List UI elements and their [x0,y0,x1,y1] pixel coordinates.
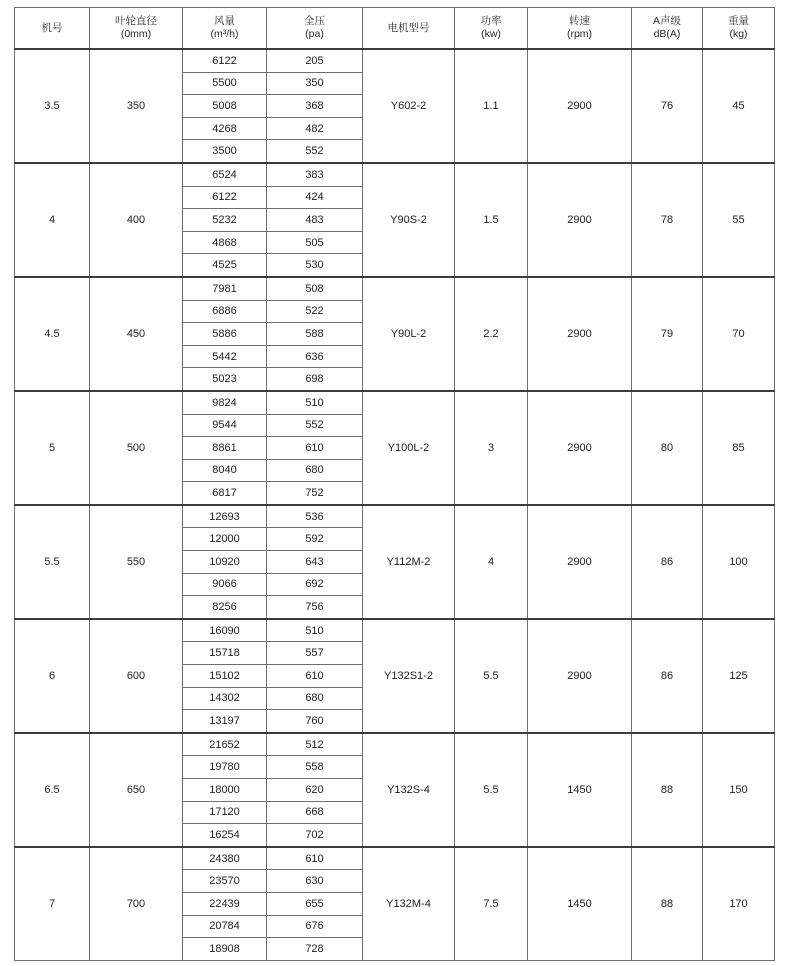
cell-speed: 2900 [528,163,632,277]
cell-total-pressure: 756 [267,596,363,619]
cell-model-no: 5.5 [15,505,90,619]
cell-weight: 55 [703,163,775,277]
cell-air-volume: 5232 [183,209,267,232]
cell-sound-level: 78 [632,163,703,277]
cell-model-no: 6 [15,619,90,733]
cell-total-pressure: 530 [267,254,363,277]
cell-total-pressure: 557 [267,642,363,665]
cell-weight: 170 [703,847,775,960]
cell-total-pressure: 510 [267,391,363,414]
cell-model-no: 5 [15,391,90,505]
cell-air-volume: 6122 [183,49,267,72]
spec-group [15,733,775,847]
cell-impeller-diameter: 500 [90,391,183,505]
cell-power: 1.5 [455,163,528,277]
header-motor-model: 电机型号 [363,8,455,50]
cell-air-volume: 5008 [183,95,267,118]
cell-speed: 1450 [528,733,632,847]
cell-total-pressure: 536 [267,505,363,528]
cell-power: 1.1 [455,49,528,163]
cell-total-pressure: 383 [267,163,363,186]
header-power: 功率 (kw) [455,8,528,50]
cell-air-volume: 6122 [183,186,267,209]
cell-impeller-diameter: 400 [90,163,183,277]
cell-power: 5.5 [455,733,528,847]
cell-speed: 2900 [528,49,632,163]
cell-total-pressure: 680 [267,687,363,710]
spec-group [15,163,775,277]
cell-impeller-diameter: 700 [90,847,183,960]
fan-spec-table [14,7,775,961]
cell-air-volume: 14302 [183,687,267,710]
cell-speed: 2900 [528,391,632,505]
cell-total-pressure: 483 [267,209,363,232]
cell-total-pressure: 668 [267,801,363,824]
cell-air-volume: 7981 [183,277,267,300]
table-row [15,505,775,528]
cell-impeller-diameter: 450 [90,277,183,391]
cell-model-no: 4.5 [15,277,90,391]
spec-group [15,391,775,505]
cell-model-no: 7 [15,847,90,960]
cell-air-volume: 12000 [183,528,267,551]
cell-total-pressure: 698 [267,368,363,391]
cell-sound-level: 88 [632,847,703,960]
cell-total-pressure: 368 [267,95,363,118]
cell-motor-model: Y112M-2 [363,505,455,619]
cell-speed: 1450 [528,847,632,960]
header-weight: 重量 (kg) [703,8,775,50]
cell-air-volume: 17120 [183,801,267,824]
cell-air-volume: 15718 [183,642,267,665]
cell-weight: 150 [703,733,775,847]
spec-group [15,847,775,960]
cell-motor-model: Y132M-4 [363,847,455,960]
cell-total-pressure: 636 [267,345,363,368]
cell-sound-level: 76 [632,49,703,163]
cell-air-volume: 13197 [183,710,267,733]
cell-total-pressure: 522 [267,300,363,323]
cell-total-pressure: 680 [267,459,363,482]
cell-total-pressure: 643 [267,551,363,574]
cell-air-volume: 9544 [183,414,267,437]
cell-air-volume: 12693 [183,505,267,528]
header-sound-level: A声级 dB(A) [632,8,703,50]
cell-total-pressure: 655 [267,892,363,915]
table-row [15,847,775,870]
cell-total-pressure: 676 [267,915,363,938]
header-air-volume: 风量 (m³/h) [183,8,267,50]
cell-total-pressure: 692 [267,573,363,596]
cell-power: 5.5 [455,619,528,733]
cell-total-pressure: 552 [267,140,363,163]
cell-total-pressure: 482 [267,117,363,140]
cell-total-pressure: 558 [267,756,363,779]
cell-air-volume: 9066 [183,573,267,596]
cell-total-pressure: 552 [267,414,363,437]
cell-total-pressure: 610 [267,437,363,460]
cell-total-pressure: 510 [267,619,363,642]
cell-air-volume: 10920 [183,551,267,574]
cell-total-pressure: 350 [267,72,363,95]
cell-power: 2.2 [455,277,528,391]
cell-total-pressure: 620 [267,779,363,802]
cell-total-pressure: 610 [267,847,363,870]
header-impeller-diameter: 叶轮直径 (0mm) [90,8,183,50]
table-row [15,391,775,414]
header-row [15,8,775,50]
cell-air-volume: 20784 [183,915,267,938]
cell-power: 3 [455,391,528,505]
cell-speed: 2900 [528,277,632,391]
cell-total-pressure: 610 [267,665,363,688]
cell-air-volume: 22439 [183,892,267,915]
cell-impeller-diameter: 600 [90,619,183,733]
cell-total-pressure: 702 [267,824,363,847]
cell-total-pressure: 205 [267,49,363,72]
cell-air-volume: 8861 [183,437,267,460]
cell-model-no: 6.5 [15,733,90,847]
cell-model-no: 3.5 [15,49,90,163]
cell-air-volume: 18908 [183,938,267,961]
cell-sound-level: 80 [632,391,703,505]
cell-weight: 85 [703,391,775,505]
cell-motor-model: Y90L-2 [363,277,455,391]
cell-speed: 2900 [528,619,632,733]
header-total-pressure: 全压 (pa) [267,8,363,50]
table-row [15,49,775,72]
spec-group [15,505,775,619]
table-row [15,619,775,642]
cell-weight: 100 [703,505,775,619]
spec-group [15,619,775,733]
cell-sound-level: 79 [632,277,703,391]
cell-weight: 45 [703,49,775,163]
cell-total-pressure: 630 [267,870,363,893]
cell-air-volume: 5886 [183,323,267,346]
spec-group [15,49,775,163]
spec-group [15,277,775,391]
cell-air-volume: 6886 [183,300,267,323]
cell-air-volume: 4525 [183,254,267,277]
cell-air-volume: 4868 [183,231,267,254]
cell-air-volume: 3500 [183,140,267,163]
cell-air-volume: 24380 [183,847,267,870]
table-row [15,733,775,756]
cell-motor-model: Y132S1-2 [363,619,455,733]
cell-air-volume: 9824 [183,391,267,414]
cell-air-volume: 6817 [183,482,267,505]
table-row [15,277,775,300]
cell-air-volume: 5442 [183,345,267,368]
cell-total-pressure: 508 [267,277,363,300]
cell-sound-level: 86 [632,505,703,619]
cell-air-volume: 8040 [183,459,267,482]
cell-air-volume: 16254 [183,824,267,847]
cell-air-volume: 8256 [183,596,267,619]
cell-power: 4 [455,505,528,619]
cell-total-pressure: 592 [267,528,363,551]
cell-air-volume: 21652 [183,733,267,756]
cell-motor-model: Y602-2 [363,49,455,163]
cell-total-pressure: 728 [267,938,363,961]
cell-air-volume: 6524 [183,163,267,186]
cell-air-volume: 15102 [183,665,267,688]
cell-air-volume: 18000 [183,779,267,802]
cell-weight: 70 [703,277,775,391]
cell-power: 7.5 [455,847,528,960]
cell-total-pressure: 752 [267,482,363,505]
table-row [15,163,775,186]
cell-air-volume: 4268 [183,117,267,140]
cell-total-pressure: 588 [267,323,363,346]
table-header [15,8,775,50]
header-model-no: 机号 [15,8,90,50]
cell-air-volume: 16090 [183,619,267,642]
cell-total-pressure: 505 [267,231,363,254]
cell-total-pressure: 760 [267,710,363,733]
cell-weight: 125 [703,619,775,733]
cell-air-volume: 5023 [183,368,267,391]
cell-impeller-diameter: 650 [90,733,183,847]
cell-air-volume: 23570 [183,870,267,893]
cell-air-volume: 5500 [183,72,267,95]
cell-model-no: 4 [15,163,90,277]
cell-sound-level: 86 [632,619,703,733]
cell-motor-model: Y90S-2 [363,163,455,277]
header-speed: 转速 (rpm) [528,8,632,50]
cell-impeller-diameter: 550 [90,505,183,619]
cell-air-volume: 19780 [183,756,267,779]
cell-motor-model: Y132S-4 [363,733,455,847]
cell-motor-model: Y100L-2 [363,391,455,505]
cell-speed: 2900 [528,505,632,619]
cell-total-pressure: 424 [267,186,363,209]
cell-sound-level: 88 [632,733,703,847]
cell-impeller-diameter: 350 [90,49,183,163]
cell-total-pressure: 512 [267,733,363,756]
